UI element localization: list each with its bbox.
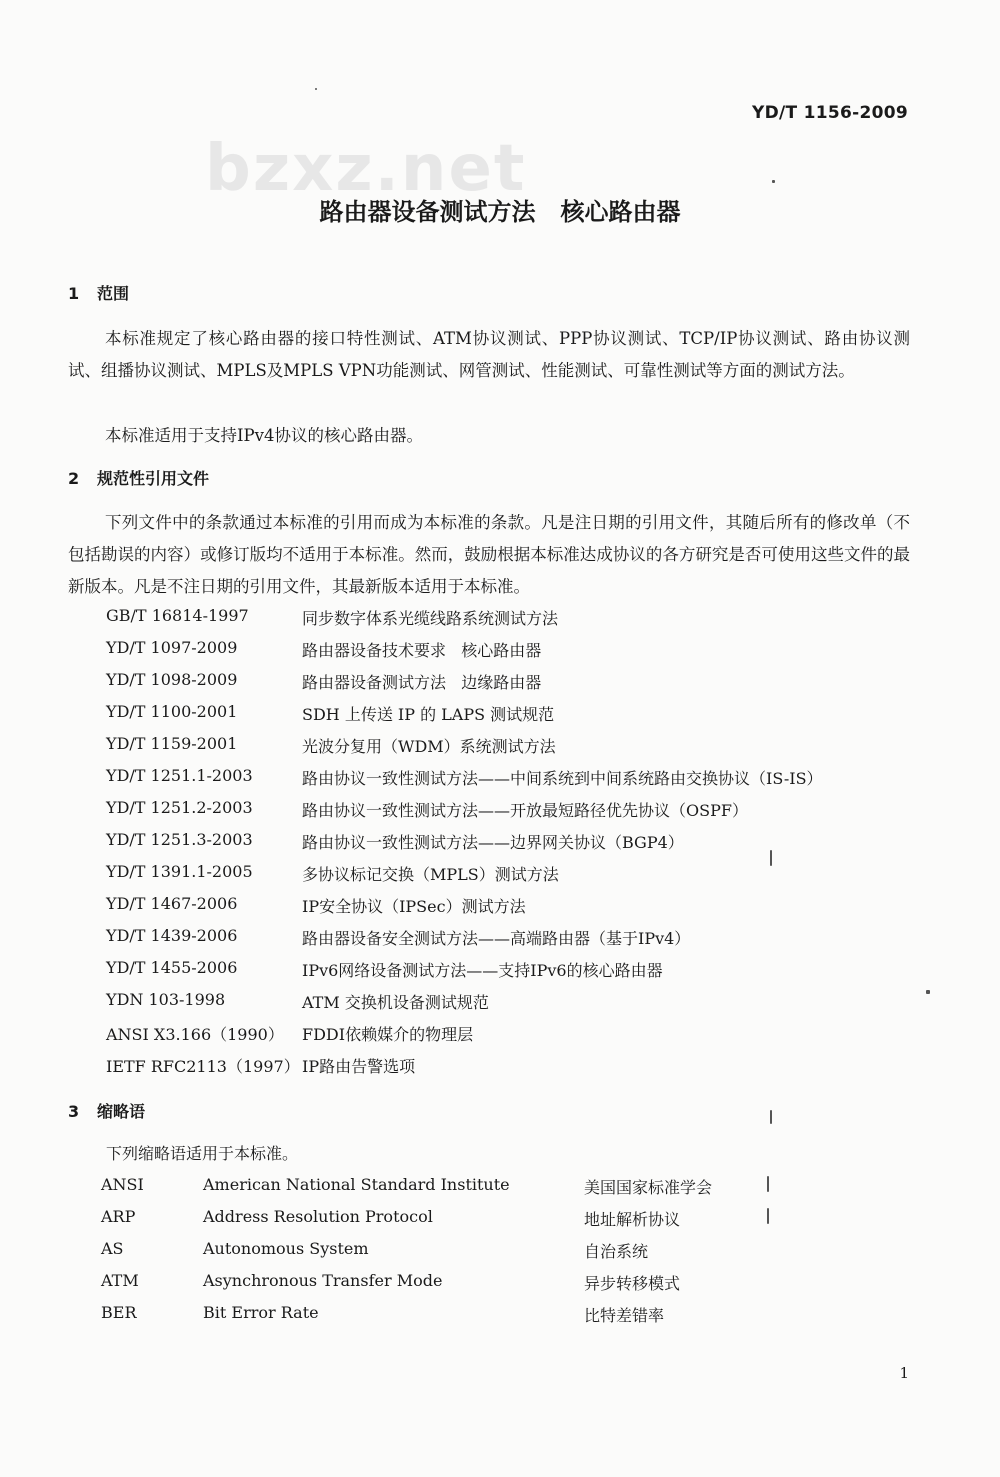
abbreviation-code: ARP — [101, 1207, 136, 1226]
reference-title: 路由协议一致性测试方法——开放最短路径优先协议（OSPF） — [302, 801, 748, 820]
reference-code: YD/T 1251.2-2003 — [106, 798, 253, 817]
page-title: 路由器设备测试方法 核心路由器 — [319, 198, 681, 226]
abbreviation-english: Bit Error Rate — [203, 1303, 319, 1322]
scan-speck — [770, 1110, 772, 1124]
abbreviation-english: Address Resolution Protocol — [203, 1207, 433, 1226]
reference-code: YD/T 1251.3-2003 — [106, 830, 253, 849]
section-number: 3 — [68, 1102, 80, 1121]
reference-code: YD/T 1251.1-2003 — [106, 766, 253, 785]
scope-paragraph-1: 本标准规定了核心路由器的接口特性测试、ATM协议测试、PPP协议测试、TCP/IP协议测试、路由协议测试、组播协议测试、MPLS及MPLS VPN功能测试、网管测试、性能测试、可靠性测试等方面的测试方法。 — [68, 329, 910, 380]
scan-speck — [926, 990, 930, 994]
scan-speck — [772, 180, 775, 183]
reference-title: 多协议标记交换（MPLS）测试方法 — [302, 865, 559, 884]
page-number: 1 — [899, 1364, 909, 1382]
scan-speck — [315, 88, 317, 90]
abbreviation-english: Asynchronous Transfer Mode — [203, 1271, 443, 1290]
reference-title: ATM 交换机设备测试规范 — [302, 993, 489, 1012]
reference-title: 路由协议一致性测试方法——边界网关协议（BGP4） — [302, 833, 684, 852]
reference-title: IPv6网络设备测试方法——支持IPv6的核心路由器 — [302, 961, 663, 980]
abbreviation-code: BER — [101, 1303, 137, 1322]
reference-code: YD/T 1100-2001 — [106, 702, 238, 721]
reference-title: IP路由告警选项 — [302, 1057, 416, 1076]
abbreviation-code: ANSI — [101, 1175, 144, 1194]
section-title: 规范性引用文件 — [97, 469, 210, 488]
reference-title: SDH 上传送 IP 的 LAPS 测试规范 — [302, 705, 555, 724]
section-title: 缩略语 — [97, 1102, 146, 1121]
reference-title: IP安全协议（IPSec）测试方法 — [302, 897, 526, 916]
abbreviation-code: AS — [101, 1239, 124, 1258]
abbreviation-chinese: 自治系统 — [584, 1242, 649, 1261]
reference-code: YD/T 1098-2009 — [106, 670, 238, 689]
reference-code: YD/T 1455-2006 — [106, 958, 238, 977]
references-intro: 下列文件中的条款通过本标准的引用而成为本标准的条款。凡是注日期的引用文件，其随后所有的修改单（不包括勘误的内容）或修订版均不适用于本标准。然而，鼓励根据本标准达成协议的各方研究是否可使用这些文件的最新版本。凡是不注日期的引用文件，其最新版本适用于本标准。 — [68, 513, 910, 596]
reference-title: 路由协议一致性测试方法——中间系统到中间系统路由交换协议（IS-IS） — [302, 769, 823, 788]
watermark: bzxz.net — [205, 132, 527, 206]
abbreviation-code: ATM — [101, 1271, 139, 1290]
scan-speck — [767, 1208, 769, 1224]
abbreviation-chinese: 美国国家标准学会 — [584, 1178, 713, 1197]
section-number: 2 — [68, 469, 80, 488]
reference-code: ANSI X3.166（1990） — [106, 1025, 284, 1044]
section-title: 范围 — [97, 284, 130, 303]
document-code: YD/T 1156-2009 — [751, 103, 908, 123]
scan-speck — [770, 850, 772, 866]
reference-code: YD/T 1391.1-2005 — [106, 862, 253, 881]
scope-paragraph-2: 本标准适用于支持IPv4协议的核心路由器。 — [105, 426, 423, 445]
reference-code: YDN 103-1998 — [106, 990, 226, 1009]
section-number: 1 — [68, 284, 80, 303]
scan-speck — [767, 1176, 769, 1192]
section-1-heading — [68, 281, 129, 304]
section-3-heading — [68, 1099, 145, 1122]
reference-code: YD/T 1159-2001 — [106, 734, 238, 753]
reference-title: FDDI依赖媒介的物理层 — [302, 1025, 474, 1044]
reference-title: 路由器设备测试方法 边缘路由器 — [302, 673, 542, 692]
reference-code: GB/T 16814-1997 — [106, 606, 249, 625]
reference-code: YD/T 1467-2006 — [106, 894, 238, 913]
section-2-heading — [68, 466, 209, 489]
reference-code: YD/T 1439-2006 — [106, 926, 238, 945]
reference-title: 路由器设备技术要求 核心路由器 — [302, 641, 542, 660]
reference-code: YD/T 1097-2009 — [106, 638, 238, 657]
abbreviation-chinese: 地址解析协议 — [584, 1210, 681, 1229]
reference-code: IETF RFC2113（1997） — [106, 1057, 300, 1076]
reference-title: 路由器设备安全测试方法——高端路由器（基于IPv4） — [302, 929, 691, 948]
abbreviations-intro: 下列缩略语适用于本标准。 — [106, 1144, 299, 1163]
abbreviation-chinese: 比特差错率 — [584, 1306, 665, 1325]
abbreviation-chinese: 异步转移模式 — [584, 1274, 681, 1293]
abbreviation-english: Autonomous System — [203, 1239, 369, 1258]
reference-title: 同步数字体系光缆线路系统测试方法 — [302, 609, 559, 628]
abbreviation-english: American National Standard Institute — [203, 1175, 510, 1194]
reference-title: 光波分复用（WDM）系统测试方法 — [302, 737, 556, 756]
